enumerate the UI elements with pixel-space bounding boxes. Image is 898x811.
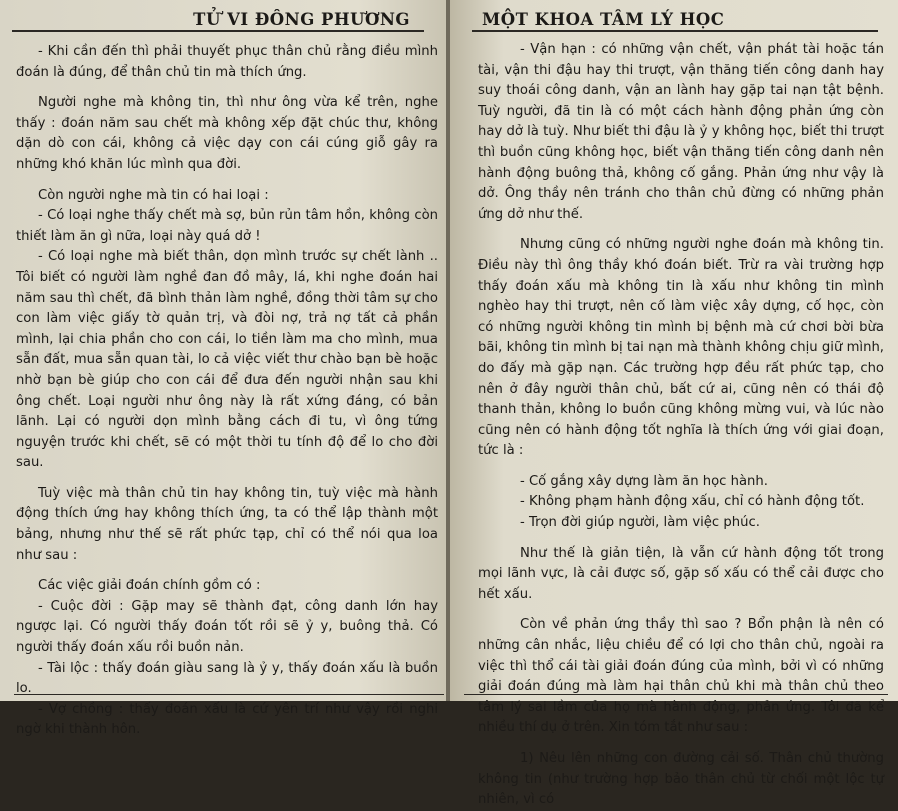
left-page (0, 0, 448, 738)
left-page-header (16, 0, 438, 32)
paragraph: - Khi cần đến thì phải thuyết phục thân chủ rằng điều mình đoán là đúng, để thân chủ tin mà thích ứng. (16, 44, 438, 80)
footer-rule (464, 694, 888, 695)
header-rule (12, 30, 424, 32)
paragraph: Còn người nghe mà tin có hai loại : (38, 187, 269, 203)
list-item: - Không phạm hành động xấu, chỉ có hành động tốt. (520, 494, 865, 510)
paragraph: Như thế là giản tiện, là vẫn cứ hành động tốt trong mọi lãnh vực, là cải được số, gặp số xấu có thể cải được cho hết xấu. (478, 545, 884, 602)
paragraph: Người nghe mà không tin, thì như ông vừa kể trên, nghe thấy : đoán năm sau chết mà không xếp đặt chúc thư, không dặn dò con cái, không cả việc dạy con cái cúng giỗ gây ra những khó khăn lúc mình qua đời. (16, 95, 438, 172)
paragraph: Còn về phản ứng thầy thì sao ? Bổn phận là nên có những cân nhắc, liệu chiều để có lợi cho thân chủ, ngoài ra việc thì thổ cái tài giải đoán đúng của mình, bởi vì có những giải đoán đúng mà làm hại thân chủ khi mà thân chủ theo tâm lý sai lầm của họ mà hành động, phản ứng. Tôi đã kể nhiều thí dụ ở trên. Xin tóm tắt như sau : (478, 617, 884, 736)
paragraph: - Vợ chồng : thấy đoán xấu là cứ yên trí như vậy rồi nghi ngờ khi thành hôn. (16, 701, 438, 738)
list-item: - Trọn đời giúp người, làm việc phúc. (520, 515, 760, 531)
paragraph: Nhưng cũng có những người nghe đoán mà không tin. Điều này thì ông thầy khó đoán biết. Trừ ra vài trường hợp thấy đoán xấu mà không tin là xấu như không tin mình nghèo hay thi trượt, nên cố làm việc xây dựng, cố học, còn có những người không tin mình bị bệnh mà cứ chơi bời bừa bãi, không tin mình bị tai nạn mà thành không chịu giữ mình, do đấy mà gặp nạn. Các trường hợp đều rất phức tạp, cho nên ở đây người thân chủ, bất cứ ai, cũng nên có thái độ thanh thản, không lo buồn cũng không mừng vui, và lúc nào cũng nên có hành động tốt nghĩa là thích ứng với giai đoạn, tức là : (478, 237, 884, 459)
footer-rule (14, 694, 444, 695)
running-head-left: TỬ VI ĐÔNG PHƯƠNG (193, 10, 410, 29)
right-page-body (478, 40, 884, 811)
list-item: - Cố gắng xây dựng làm ăn học hành. (520, 473, 768, 489)
paragraph: - Vận hạn : có những vận chết, vận phát tài hoặc tán tài, vận thi đậu hay thi trượt, vận thăng tiến công danh hay suy thoái công danh, vận an lành hay gặp tai nạn tật bệnh. Tuỳ người, đã tin là có một cách hành động phản ứng còn hay dở là tuỳ. Như biết thi đậu là ỷ y không học, biết thi trượt thì buồn cũng không học, biết vận thăng tiến công danh nên hành động buông thả, không cố gắng. Phản ứng như vậy là dở. Ông thầy nên tránh cho thân chủ đừng có những phản ứng dở như thế. (478, 42, 884, 222)
paragraph: - Cuộc đời : Gặp may sẽ thành đạt, công danh lớn hay ngược lại. Có người thấy đoán tốt rồi sẽ ỷ y, buông thả. Có người thấy đoán xấu rồi buồn nản. (16, 598, 438, 656)
paragraph: 1) Nêu lên những con đường cải số. Thân chủ thường không tin (như trường hợp bảo thân chủ từ chối một lộc tự nhiên, vì có (478, 751, 884, 808)
left-page-body (16, 42, 438, 741)
running-head-right: MỘT KHOA TÂM LÝ HỌC (482, 10, 725, 29)
paragraph: - Tài lộc : thấy đoán giàu sang là ỷ y, thấy đoán xấu là buồn lo. (16, 660, 438, 697)
right-page-header (478, 0, 884, 32)
header-rule (472, 30, 878, 32)
paragraph: Các việc giải đoán chính gồm có : (38, 578, 261, 594)
paragraph: - Có loại nghe mà biết thân, dọn mình trước sự chết lành .. Tôi biết có người làm nghề đan đồ mây, lá, khi nghe đoán hai năm sau thì chết, đã bình thản làm nghề, đồng thời tâm sự cho con làm việc giấy tờ quản trị, và đòi nợ, trả nợ tất cả phần mình, lại chia phần cho con cái, lo tiền làm ma cho mình, mua sẵn đất, mua sẵn quan tài, lo cả việc viết thư chào bạn bè hoặc nhờ bạn bè giúp cho con cái để đưa đến người nhận sau khi ông chết. Loại người như ông này là rất xứng đáng, có bản lãnh. Lại có người dọn mình bằng cách đi tu, vì ông tứng nguyện trước khi chết, sẽ có một thời tu tính độ để lo cho đời sau. (16, 249, 438, 471)
right-page (450, 0, 898, 808)
paragraph: Tuỳ việc mà thân chủ tin hay không tin, tuỳ việc mà hành động thích ứng hay không thích ứng, ta có thể lập thành một bảng, nhưng như thế sẽ rất phức tạp, chỉ có thể nói qua loa như sau : (16, 485, 438, 563)
paragraph: - Có loại nghe thấy chết mà sợ, bủn rủn tâm hồn, không còn thiết làm ăn gì nữa, loại này quá dở ! (16, 208, 438, 244)
